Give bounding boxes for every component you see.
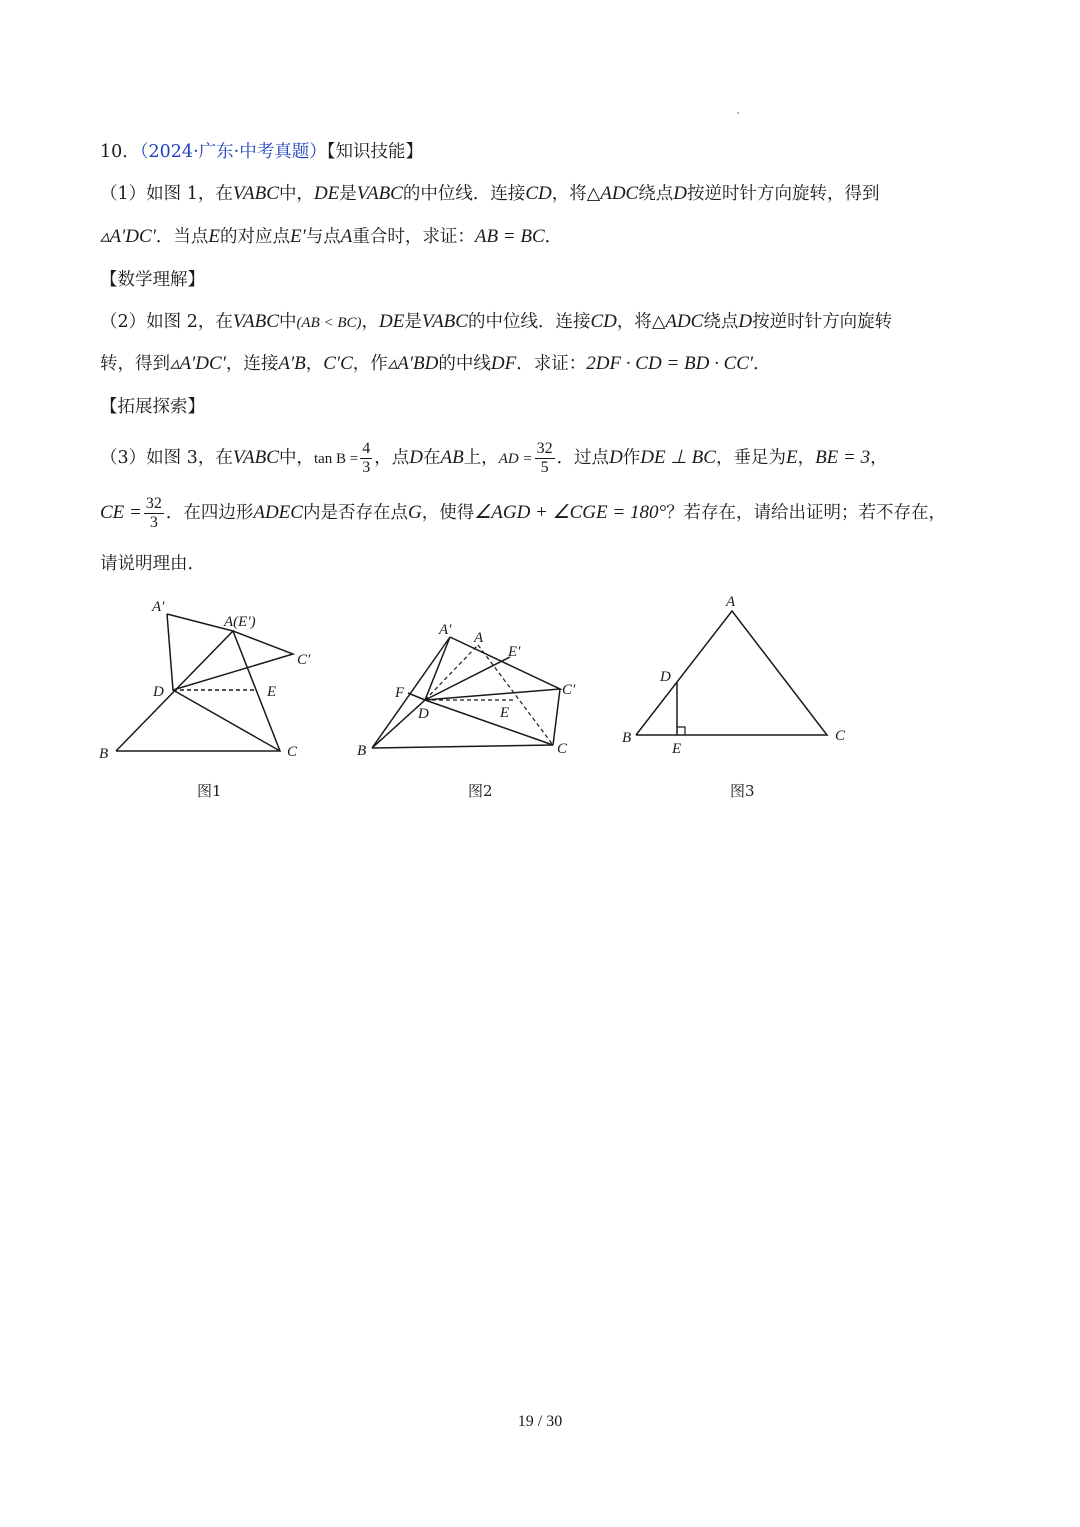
math: C′C [323,353,353,374]
tag-knowledge: 【知识技能】 [326,142,423,162]
fig3-caption: 图3 [730,782,755,800]
fig2-label-f: F [395,685,405,701]
text: ？若存在，请给出证明；若不存在， [666,503,947,523]
text: 中， [278,184,314,204]
math: D [673,183,687,204]
fig3-label-e: E [672,741,682,757]
denominator: 5 [540,459,549,476]
math: AB = BC [474,226,545,247]
fig2-label-e: E [500,705,510,721]
math: 2DF · CD = BD · CC′ [586,353,754,374]
text: 在 [422,448,441,468]
text: 按逆时针方向旋转 [752,312,893,332]
math: VABC [421,311,468,332]
math: DE ⊥ BC [640,447,716,468]
math: ▵A′DC′ [170,353,226,374]
text: 是 [404,312,422,332]
fig2-caption: 图2 [468,782,493,800]
fig1-triangle-abc [116,631,280,751]
fig1-label-a-e: A(E′) [224,614,256,630]
fig1-label-e: E [267,684,277,700]
fig2-segment-dc [425,700,553,745]
text: 的中线 [438,354,491,374]
fig2-segment-df [408,693,425,700]
math: A [340,226,353,247]
text: ，作 [352,354,388,374]
text: 上， [463,448,499,468]
figure-3 [615,590,865,770]
math: AD = [498,451,533,467]
text: 绕点 [638,184,674,204]
math: CE = [100,502,142,523]
math: (AB < BC) [296,315,362,331]
math: BE = 3 [815,447,871,468]
math: CD [525,183,552,204]
fraction-ce [144,495,164,532]
fig1-label-d: D [153,684,164,700]
text: ，将△ [616,312,666,332]
text: ， [361,312,380,332]
fig2-label-a: A [474,630,484,646]
math: G [407,502,422,523]
math: D [609,447,623,468]
math: VABC [232,447,279,468]
fig2-label-a-prime: A′ [439,622,452,638]
part2-line1 [100,310,892,335]
math: ▵A′BD [387,353,439,374]
math: ▵A′DC′ [100,226,156,247]
part3-line2 [100,494,946,532]
text: 内是否存在点 [302,503,408,523]
fig2-label-c: C [557,741,568,757]
text: 重合时，求证： [352,227,475,247]
text: ．当点 [155,227,209,247]
tag-understanding: 【数学理解】 [100,270,205,290]
stray-dot [737,112,739,114]
text: （2）如图 2，在 [100,312,233,332]
text: ， [870,448,888,468]
fig3-right-angle-mark [677,727,685,735]
text: ， [797,448,816,468]
problem-number: 10． [100,142,140,162]
problem-header [100,140,423,164]
math: E [785,447,798,468]
text: （3）如图 3，在 [100,448,233,468]
denominator: 3 [362,459,371,476]
text: ．求证： [516,354,587,374]
fig1-label-c-prime: C′ [297,652,311,668]
text: ，点 [374,448,410,468]
fig1-label-a-prime: A′ [152,599,165,615]
math: ADC [600,183,639,204]
text: 与点 [305,227,341,247]
math: D [738,311,753,332]
text: 中 [278,312,297,332]
text: 是 [339,184,357,204]
figure-2 [350,590,600,770]
math: E [208,226,220,247]
numerator: 4 [362,440,371,457]
fraction-tan [360,440,372,477]
text: 的中位线．连接 [467,312,591,332]
figure-1 [90,590,330,770]
text: ， [305,354,324,374]
math: DE [379,311,405,332]
text: 的对应点 [219,227,290,247]
fig3-label-b: B [622,730,632,746]
math: tan B = [313,451,359,467]
part2-line2: 转，得到▵A′DC′，连接A′B，C′C，作▵A′BD的中线DF．求证：2DF · CD = BD · CC′． [100,353,771,374]
math: VABC [232,183,279,204]
text: （1）如图 1，在 [100,184,233,204]
fraction-ad [535,440,555,477]
fig1-segment-cd [173,690,280,751]
part3-line3: 请说明理由． [100,554,205,574]
part3-line1 [100,440,888,477]
numerator: 32 [536,440,553,457]
text: 绕点 [703,312,739,332]
fig3-label-d: D [660,669,671,685]
text: 转，得到 [100,354,170,374]
math: A′B [278,353,306,374]
math: ADEC [253,502,303,523]
fig3-label-a: A [726,594,736,610]
fig2-segment-bc [372,745,553,748]
tag-exploration: 【拓展探索】 [100,397,205,417]
text: 中， [278,448,314,468]
math: CD [590,311,617,332]
text: ．过点 [556,448,610,468]
math: VABC [232,311,279,332]
fig2-dashed-da [425,645,478,700]
text: 的中位线．连接 [402,184,526,204]
part1-line2: ▵A′DC′．当点E的对应点E′与点A重合时，求证：AB = BC． [100,226,563,247]
fig2-label-b: B [357,743,367,759]
text: 按逆时针方向旋转，得到 [686,184,880,204]
numerator: 32 [145,495,162,512]
fig2-label-d: D [418,706,429,722]
fig3-label-c: C [835,728,846,744]
math: E′ [289,226,306,247]
math: AB [440,447,464,468]
text: ，将△ [551,184,601,204]
denominator: 3 [149,514,158,531]
math: VABC [356,183,403,204]
problem-source[interactable]: （2024·广东·中考真题） [139,142,327,162]
text: ，垂足为 [715,448,786,468]
fig2-segment-c-prime-c [553,689,560,745]
text: ，连接 [225,354,279,374]
part1-line1 [100,182,879,206]
fig2-label-c-prime: C′ [562,682,576,698]
text: 作 [622,448,641,468]
fig1-caption: 图1 [197,782,222,800]
math: DE [313,183,340,204]
text: ．在四边形 [165,503,254,523]
math: ADC [665,311,704,332]
math: D [409,447,423,468]
text: ，使得 [421,503,475,523]
math: DF [490,353,517,374]
fig2-label-e-prime: E′ [508,644,521,660]
math: ∠AGD + ∠CGE = 180° [474,502,667,523]
fig1-label-b: B [99,746,109,762]
fig1-label-c: C [287,744,298,760]
page-number: 19 / 30 [517,1413,563,1430]
